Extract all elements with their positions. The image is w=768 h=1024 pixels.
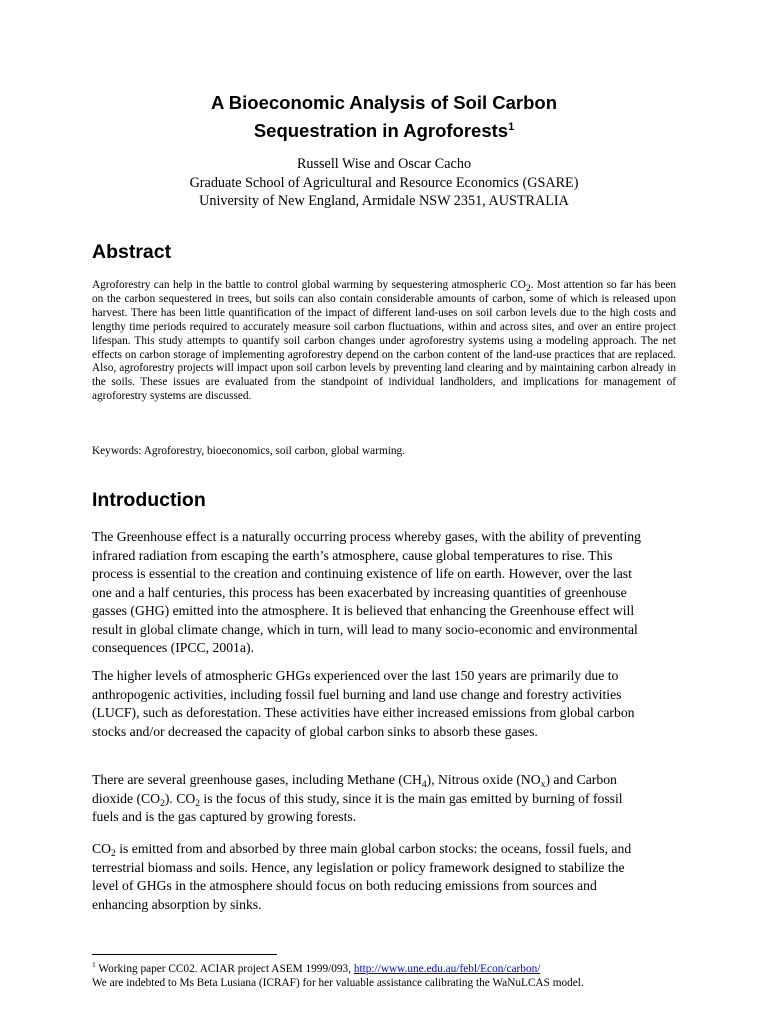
abstract-text: Agroforestry can help in the battle to control global warming by sequestering atmospheric $CO_2$. Most attention so far has been on the carbon sequestered in trees, but soils can also contain considerable amounts of carbon, some of which is released upon harvest. There has been little quantification of the impact of different land-uses on soil carbon levels due to the high costs and lengthy time periods required to accurately measure soil carbon fluctuations, within and across sites, and over an entire project lifespan. This study attempts to quantify soil carbon changes under agroforestry systems using a modeling approach. The net effects on carbon storage of implementing agroforestry depend on the carbon content of the land-use practices that are replaced. Also, agroforestry projects will impact upon soil carbon levels by preventing land clearing and by maintaining carbon already in the soils. These issues are evaluated from the standpoint of individual landholders, and implications for management of agroforestry systems are discussed. [92,279,676,403]
intro-paragraph-3: There are several greenhouse gases, including Methane $(CH_4)$, Nitrous oxide $(NO_x)$ and Carbon dioxide $(CO_2)$. $CO_2$ is the focus of this study, since it is the main gas emitted by burning of fossil fuels and is the gas captured by growing forests. [92,772,623,824]
author-address: University of New England, Armidale NSW 2351, AUSTRALIA [199,193,569,209]
footnote [92,958,692,991]
keywords: Keywords: Agroforestry, bioeconomics, soil carbon, global warming. [92,445,406,457]
footnote-line-2: We are indebted to Ms Beta Lusiana (ICRAF) for her valuable assistance calibrating the WaNuLCAS model. [92,977,584,990]
introduction-heading: Introduction [92,489,206,511]
intro-paragraph-1: The Greenhouse effect is a naturally occurring process whereby gases, with the ability of preventing infrared radiation from escaping the earth’s atmosphere, cause global temperatures to rise. This process is essential to the creation and continuing existence of life on earth. However, over the last one and a half centuries, this process has been exacerbated by increasing quantities of greenhouse gasses (GHG) emitted into the atmosphere. It is believed that enhancing the Greenhouse effect will result in global climate change, which in turn, will lead to many socio-economic and environmental consequences (IPCC, 2001a). [92,529,641,655]
author-names: Russell Wise and Oscar Cacho [296,156,472,172]
title-footnote-marker: 1 [508,121,515,133]
title-line-1: A Bioeconomic Analysis of Soil Carbon [210,92,558,113]
footnote-line-1: $^1$ Working paper CC02. ACIAR project ASEM 1999/093, http://www.une.edu.au/febl/Econ/carbon/ [92,960,541,975]
paper-title [92,91,676,143]
abstract-heading: Abstract [92,241,172,263]
intro-paragraph-2: The higher levels of atmospheric GHGs experienced over the last 150 years are primarily due to anthropogenic activities, including fossil fuel burning and land use change and forestry activities (LUCF), such as deforestation. These activities have either increased emissions from global carbon stocks and/or decreased the capacity of global carbon sinks to absorb these gases. [92,668,635,739]
author-affiliation: Graduate School of Agricultural and Resource Economics (GSARE) [189,174,579,191]
footnote-divider [92,954,277,955]
author-block [92,155,676,211]
intro-paragraph-4: $CO_2$ is emitted from and absorbed by three main global carbon stocks: the oceans, fossil fuels, and terrestrial biomass and soils. Hence, any legislation or policy framework designed to stabilize the level of GHGs in the atmosphere should focus on both reducing emissions from sources and enhancing absorption by sinks. [92,841,632,912]
footnote-link[interactable]: http://www.une.edu.au/febl/Econ/carbon/ [353,962,541,975]
footnote-marker: 1 [92,960,96,969]
title-line-2: Sequestration in Agroforests$^1$ [253,120,515,142]
